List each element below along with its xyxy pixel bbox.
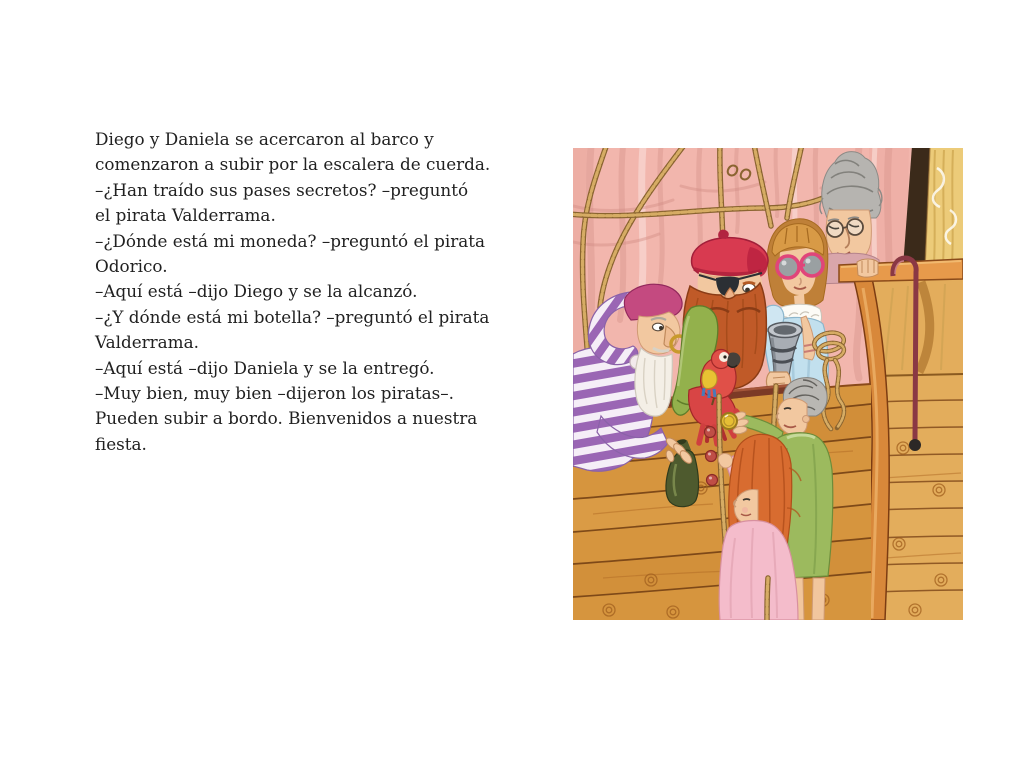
story-line: Valderrama. (95, 332, 199, 353)
story-line: –¿Y dónde está mi botella? –preguntó el pirata (95, 306, 490, 327)
story-line: Odorico. (95, 256, 168, 277)
story-line: –¿Han traído sus pases secretos? –preguntó (95, 179, 469, 200)
story-line: el pirata Valderrama. (95, 205, 276, 226)
story-line: Pueden subir a bordo. Bienvenidos a nuestra (95, 408, 478, 429)
story-text-block (95, 127, 525, 457)
girl-with-goggles (761, 219, 828, 396)
girl-daniela (718, 434, 801, 620)
story-line: Diego y Daniela se acercaron al barco y (95, 129, 434, 149)
story-line: –Muy bien, muy bien –dijeron los piratas–. (95, 383, 454, 404)
white-beard (635, 348, 672, 416)
story-line: –¿Dónde está mi moneda? –preguntó el pirata (95, 230, 485, 251)
story-line: comenzaron a subir por la escalera de cuerda. (95, 154, 491, 175)
story-line: –Aquí está –dijo Diego y se la alcanzó. (95, 281, 418, 302)
storybook-illustration (573, 148, 963, 620)
story-line: –Aquí está –dijo Daniela y se la entregó. (95, 357, 435, 378)
ladder-rope-front (767, 578, 768, 620)
ship-mast (903, 148, 963, 267)
story-line: fiesta. (95, 433, 147, 454)
